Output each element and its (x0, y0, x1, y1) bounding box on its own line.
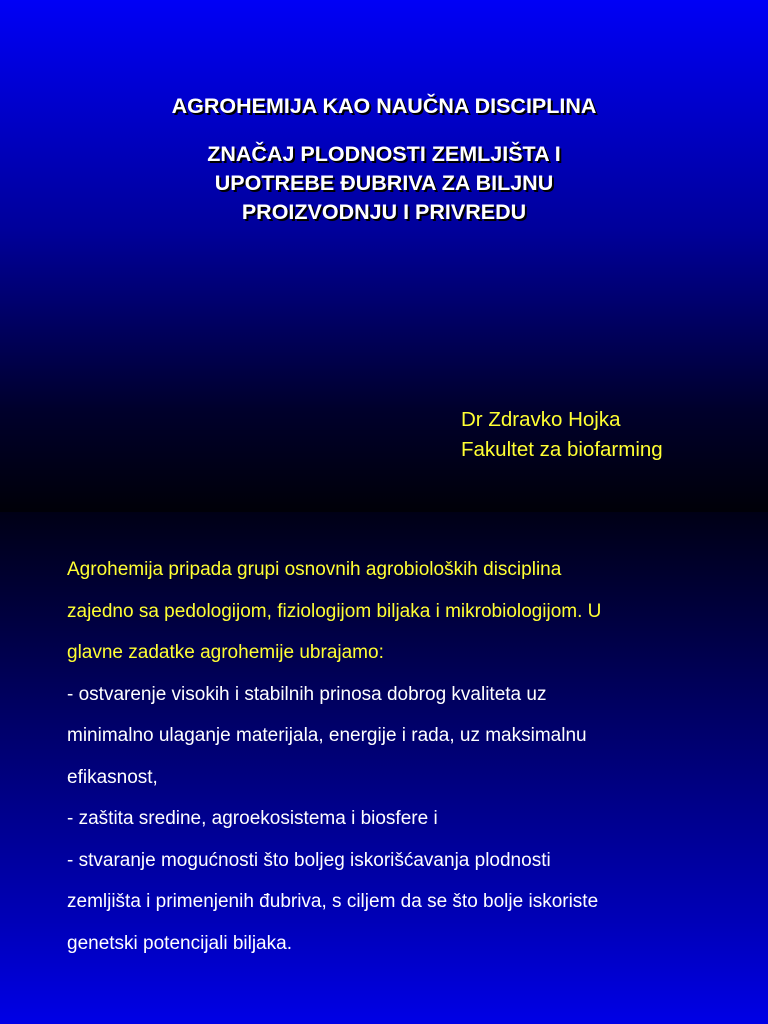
slide-title: AGROHEMIJA KAO NAUČNA DISCIPLINA (171, 94, 597, 118)
slide-body-text (67, 549, 757, 964)
bullet-line: zemljišta i primenjenih đubriva, s ciljem da se što bolje iskoriste (67, 891, 599, 912)
subtitle-line: UPOTREBE ĐUBRIVA ZA BILJNU (214, 171, 554, 195)
author-info (461, 405, 761, 465)
intro-line: glavne zadatke agrohemije ubrajamo: (67, 642, 384, 663)
subtitle-line: PROIZVODNJU I PRIVREDU (241, 200, 527, 224)
bullet-line: - stvaranje mogućnosti što boljeg iskorišćavanja plodnosti (67, 849, 551, 871)
author-name: Dr Zdravko Hojka (461, 408, 621, 431)
bullet-line: - ostvarenje visokih i stabilnih prinosa dobrog kvaliteta uz (67, 683, 547, 705)
bullet-line: minimalno ulaganje materijala, energije i rada, uz maksimalnu (67, 725, 587, 746)
bullet-line: - zaštita sredine, agroekosistema i biosfere i (67, 808, 438, 829)
intro-line: zajedno sa pedologijom, fiziologijom biljaka i mikrobiologijom. U (67, 600, 602, 622)
faculty-name: Fakultet za biofarming (461, 438, 663, 461)
bullet-line: genetski potencijali biljaka. (67, 932, 292, 954)
slide-subtitle (0, 140, 768, 227)
subtitle-line: ZNAČAJ PLODNOSTI ZEMLJIŠTA I (207, 142, 561, 166)
bullet-line: efikasnost, (67, 766, 158, 788)
intro-line: Agrohemija pripada grupi osnovnih agrobioloških disciplina (67, 559, 562, 580)
